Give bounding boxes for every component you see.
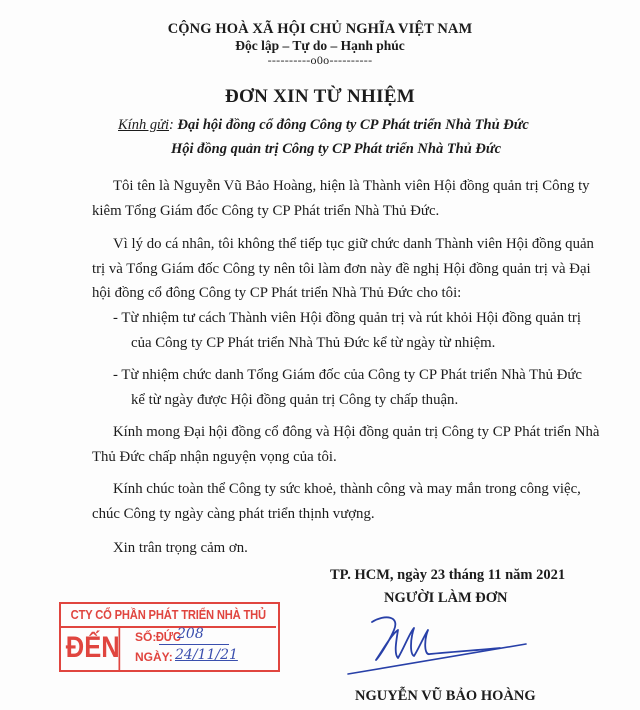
- body-line: Thủ Đức chấp nhận nguyện vọng của tôi.: [92, 449, 337, 465]
- stamp-date-label: NGÀY:: [135, 650, 173, 664]
- body-line: Vì lý do cá nhân, tôi không thể tiếp tục giữ chức danh Thành viên Hội đồng quản: [113, 236, 594, 252]
- list-item-cont: kể từ ngày được Hội đồng quản trị Công ty chấp thuận.: [131, 392, 459, 408]
- stamp-date-value: 24/11/21: [175, 647, 238, 663]
- stamp-company: CTY CỔ PHẦN PHÁT TRIỂN NHÀ THỦ ĐỨC: [61, 604, 276, 628]
- header-separator: ----------o0o----------: [267, 53, 373, 67]
- stamp-number-label: SỐ:: [135, 630, 157, 644]
- body-line: Kính chúc toàn thể Công ty sức khoẻ, thành công và may mắn trong công việc,: [113, 481, 581, 497]
- signer-name: NGUYỄN VŨ BẢO HOÀNG: [355, 688, 536, 704]
- signer-role: NGƯỜI LÀM ĐƠN: [384, 590, 508, 606]
- body-line: kiêm Tổng Giám đốc Công ty CP Phát triển Nhà Thủ Đức.: [92, 203, 440, 219]
- body-line: hội đồng cổ đông Công ty CP Phát triển Nhà Thủ Đức cho tôi:: [92, 285, 462, 301]
- received-stamp: [59, 602, 280, 672]
- body-line: Kính mong Đại hội đồng cổ đông và Hội đồng quản trị Công ty CP Phát triển Nhà: [113, 424, 600, 440]
- recipient-1: Đại hội đồng cổ đông Công ty CP Phát triển Nhà Thủ Đức: [177, 117, 529, 133]
- list-item-cont: của Công ty CP Phát triển Nhà Thủ Đức kể từ ngày từ nhiệm.: [131, 335, 496, 351]
- address-label: Kính gửi: [118, 117, 170, 133]
- body-line: trị và Tổng Giám đốc Công ty nên tôi làm đơn này đề nghị Hội đồng quản trị và Đại: [92, 261, 591, 277]
- recipient-2: Hội đồng quản trị Công ty CP Phát triển Nhà Thủ Đức: [171, 141, 502, 157]
- national-motto: Độc lập – Tự do – Hạnh phúc: [235, 38, 405, 53]
- stamp-label: ĐẾN: [66, 626, 120, 670]
- stamp-number-value: 208: [177, 626, 204, 642]
- address-colon: :: [169, 117, 178, 133]
- signature-icon: [340, 610, 540, 680]
- list-item: - Từ nhiệm chức danh Tổng Giám đốc của Công ty CP Phát triển Nhà Thủ Đức: [113, 367, 582, 383]
- document-title: ĐƠN XIN TỪ NHIỆM: [224, 86, 416, 107]
- address-line-1: [118, 117, 529, 134]
- national-title: CỘNG HOÀ XÃ HỘI CHỦ NGHĨA VIỆT NAM: [167, 21, 473, 37]
- stamp-number-line: [159, 644, 229, 645]
- list-item: - Từ nhiệm tư cách Thành viên Hội đồng quản trị và rút khỏi Hội đồng quản trị: [113, 310, 581, 326]
- body-line: Xin trân trọng cảm ơn.: [113, 540, 248, 556]
- body-line: Tôi tên là Nguyễn Vũ Bảo Hoàng, hiện là Thành viên Hội đồng quản trị Công ty: [113, 178, 590, 194]
- body-line: chúc Công ty ngày càng phát triển thịnh vượng.: [92, 506, 375, 522]
- place-date: TP. HCM, ngày 23 tháng 11 năm 2021: [330, 567, 566, 583]
